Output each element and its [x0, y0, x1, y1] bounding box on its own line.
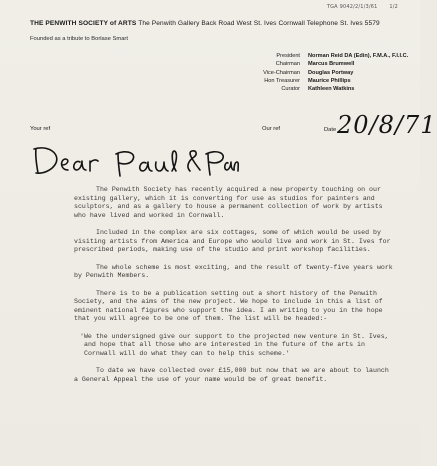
our-ref-label: Our ref [262, 126, 281, 132]
organisation-name: THE PENWITH SOCIETY of ARTS [30, 20, 137, 27]
date-label: Date [324, 127, 337, 133]
archive-reference [327, 4, 398, 10]
handwritten-salutation [30, 143, 240, 179]
officer-name: Marcus Brumwell [308, 61, 355, 68]
handwritten-date: 20/8/71 [337, 111, 437, 139]
body-paragraph: There is to be a publication setting out a short history of the Penwith Society, and the aims of the new project. We hope to include in this a list of eminent national figures who support the idea. I am writing to you in the hope that you will agree to be one of them. The list will be headed:- [74, 289, 383, 322]
officer-role: Chairman [275, 61, 300, 68]
body-paragraph: Included in the complex are six cottages, some of which would be used by visiting artists from America and Europe who would live and work in St. Ives for prescribed periods, making use of the studio and print workshop facilities. [74, 229, 391, 253]
organisation-address: The Penwith Gallery Back Road West St. Ives Cornwall Telephone St. Ives 5579 [138, 20, 380, 27]
body-paragraph: The whole scheme is most exciting, and the result of twenty-five years work by Penwith Members. [74, 263, 393, 279]
archive-page: 1/2 [389, 4, 398, 10]
founded-note: Founded as a tribute to Borlase Smart [30, 36, 128, 42]
officer-name: Douglas Portway [308, 69, 354, 76]
letterhead [30, 20, 400, 27]
officer-role: President [276, 53, 300, 59]
letter-body [74, 186, 394, 393]
officer-role: Vice-Chairman [263, 69, 300, 76]
officer-row [246, 77, 408, 85]
body-paragraph: To date we have collected over £15,000 but now that we are about to launch a General Appeal the use of your name would be of great benefit. [74, 367, 389, 383]
officer-role: Curator [281, 86, 300, 93]
body-paragraph: The Penwith Society has recently acquired a new property touching on our existing gallery, which it is converting for use as studios for painters and sculptors, and as a gallery to house a permanent collection of work by artists who have lived and worked in Cornwall. [74, 186, 383, 219]
quoted-statement: 'We the undersigned give our support to the projected new venture in St. Ives, and hope that all those who are interested in the future of the arts in Cornwall will do what they can to help this scheme.' [80, 332, 389, 357]
officer-role: Hon Treasurer [264, 77, 300, 84]
your-ref-label: Your ref [30, 126, 51, 132]
officer-name: Norman Reid DA (Edin), F.M.A., F.I.I.C. [308, 53, 409, 59]
officer-row [246, 85, 408, 93]
archive-ref: TGA 9042/2/1/3/61 [326, 4, 378, 10]
officers-list [246, 52, 408, 93]
officer-row [246, 60, 408, 68]
officer-row [246, 52, 408, 60]
officer-name: Maurice Phillips [308, 77, 351, 84]
officer-row [246, 69, 408, 77]
officer-name: Kathleen Watkins [308, 86, 355, 93]
